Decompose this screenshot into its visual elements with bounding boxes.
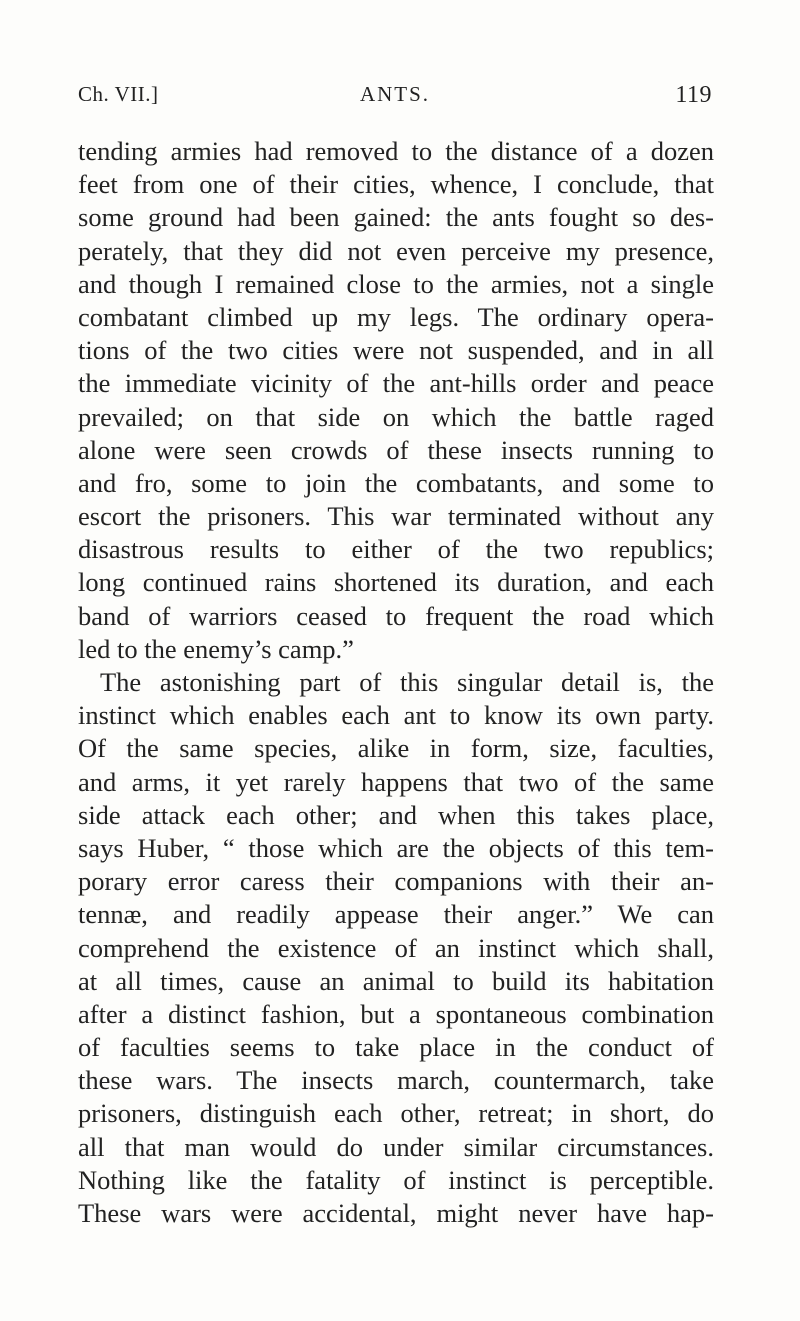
text-line: comprehend the existence of an instinct which shall, (78, 932, 714, 963)
text-line: prevailed; on that side on which the battle raged (78, 401, 714, 432)
text-line: Of the same species, alike in form, size, faculties, (78, 733, 714, 764)
text-line: Nothing like the fatality of instinct is perceptible. (78, 1164, 714, 1195)
text-line: and though I remained close to the armies, not a single (78, 268, 714, 299)
text-line: The astonishing part of this singular detail is, the (100, 667, 714, 697)
text-line: and arms, it yet rarely happens that two of the same (78, 766, 714, 797)
text-line: and fro, some to join the combatants, and some to (78, 467, 714, 498)
text-line: porary error caress their companions with their an- (78, 866, 714, 897)
text-line: band of warriors ceased to frequent the road which (78, 600, 714, 631)
text-line: says Huber, “ those which are the objects of this tem- (78, 832, 714, 863)
text-line: prisoners, distinguish each other, retreat; in short, do (78, 1098, 714, 1129)
body-text (78, 135, 714, 1230)
text-line: tending armies had removed to the distance of a dozen (78, 136, 714, 166)
running-title: ANTS. (359, 82, 431, 106)
text-line: escort the prisoners. This war terminated without any (78, 501, 714, 532)
text-line: the immediate vicinity of the ant-hills order and peace (78, 368, 714, 399)
text-line: disastrous results to either of the two republics; (78, 534, 714, 565)
text-line: some ground had been gained: the ants fought so des- (78, 202, 714, 233)
text-line: side attack each other; and when this takes place, (78, 799, 714, 830)
text-line: combatant climbed up my legs. The ordinary opera- (78, 301, 714, 332)
text-line: feet from one of their cities, whence, I conclude, that (78, 169, 714, 200)
text-line: led to the enemy’s camp.” (78, 633, 354, 664)
text-line: at all times, cause an animal to build its habitation (78, 965, 714, 996)
text-line: these wars. The insects march, countermarch, take (78, 1065, 714, 1096)
text-line: tions of the two cities were not suspended, and in all (78, 335, 714, 366)
text-line: instinct which enables each ant to know its own party. (78, 700, 714, 731)
text-line: alone were seen crowds of these insects running to (78, 434, 714, 465)
text-line: of faculties seems to take place in the conduct of (78, 1032, 714, 1063)
text-line: after a distinct fashion, but a spontaneous combination (78, 998, 714, 1029)
text-line: tennæ, and readily appease their anger.” We can (78, 899, 714, 930)
text-line: These wars were accidental, might never have hap- (78, 1198, 714, 1228)
page-header (78, 82, 712, 112)
chapter-label: Ch. VII.] (78, 82, 159, 106)
text-line: all that man would do under similar circumstances. (78, 1131, 714, 1162)
page-number: 119 (675, 82, 712, 108)
text-line: perately, that they did not even perceive my presence, (78, 235, 714, 266)
text-line: long continued rains shortened its duration, and each (78, 567, 714, 598)
